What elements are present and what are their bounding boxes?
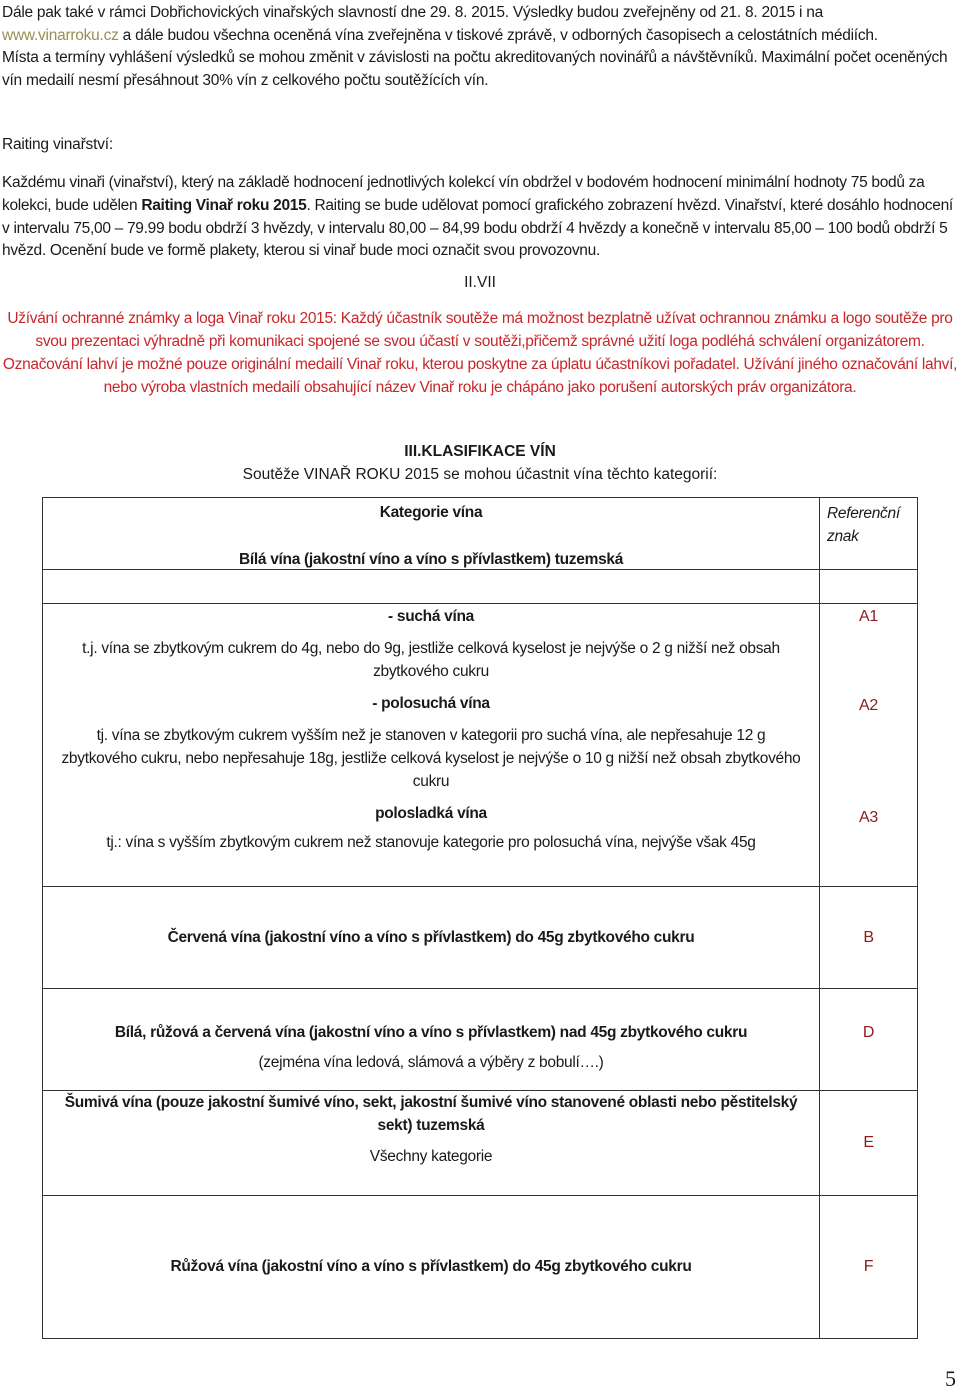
red-wines-cell <box>43 887 820 989</box>
wine-category-table <box>42 497 918 1339</box>
rating-heading: Raiting vinařství: <box>2 136 113 153</box>
white-wines-cell <box>43 604 820 887</box>
sparkling-wines-cell <box>43 1091 820 1196</box>
trademark-notice: Užívání ochranné známky a loga Vinař roku 2015: Každý účastník soutěže má možnost bezplatně užívat ochrannou známku a logo soutěže pro svou prezentaci výhradně při komunikaci spojené se svou účastí v soutěži,přičemž správné užití loga podléhá schválení organizátorem. Označování lahví je možné pouze originální medailí Vinař roku, kterou poskytne za úplatu účastníkovi pořadatel. Užívání jiného označování lahví, nebo výroba vlastních medailí obsahující název Vinař roku je chápáno jako porušení autorských práv organizátora. <box>2 310 958 396</box>
header-ref-cell <box>820 498 918 570</box>
table-row <box>43 887 918 989</box>
rating-text-a: Každému vinaři (vinařství), který na základě hodnocení jednotlivých kolekcí vín obdržel v bodovém hodnocení minimální hodnoty 75 bodů za kolekci, bude udělen <box>2 174 925 214</box>
code-a1: A1 <box>859 608 878 625</box>
dry-wines-desc: t.j. vína se zbytkovým cukrem do 4g, nebo do 9g, jestliže celková kyselost je nejvýše o 2 g nižší než obsah zbytkového cukru <box>82 640 780 680</box>
rose-wines-cell <box>43 1196 820 1339</box>
sweet-wines-note: (zejména vína ledová, slámová a výběry z bobulí….) <box>258 1054 604 1071</box>
sparkling-wines-name: Šumivá vína (pouze jakostní šumivé víno, sekt, jakostní šumivé víno stanovené oblasti nebo pěstitelský sekt) tuzemská <box>64 1094 798 1134</box>
rating-paragraph <box>2 172 957 263</box>
rating-text-b: . Raiting se bude udělovat pomocí grafického zobrazení hvězd. Vinařství, které dosáhlo hodnocení v intervalu 75,00 – 79.99 bodu obdrží 3 hvězdy, v intervalu 80,00 – 84,99 bodu obdrží 4 hvězdy a konečně v intervalu 85,00 – 100 bodů obdrží 5 hvězd. Ocenění bude ve formě plakety, kterou si vinař bude moci označit svou provozovnu. <box>2 196 953 260</box>
table-row <box>43 989 918 1091</box>
website-link[interactable]: www.vinarroku.cz <box>2 26 119 44</box>
red-wines-name: Červená vína (jakostní víno a víno s přívlastkem) do 45g zbytkového cukru <box>167 928 695 946</box>
code-a2: A2 <box>859 697 878 714</box>
header-category: Kategorie vína <box>379 504 483 521</box>
table-header-row <box>43 498 918 570</box>
code-e: E <box>863 1134 874 1151</box>
page-number: 5 <box>945 1366 956 1391</box>
code-f: F <box>863 1258 874 1275</box>
dry-wines-name: - suchá vína <box>388 608 474 625</box>
header-ref-label: Referenční znak <box>827 505 900 545</box>
semidry-wines-desc: tj. vína se zbytkovým cukrem vyšším než je stanoven v kategorii pro suchá vína, ale nepřesahuje 12 g zbytkového cukru, nebo nepřesahuje 18g, jestliže celková kyselost je nejvýše o 10 g nižší než obsah zbytkového cukru <box>61 727 801 790</box>
semisweet-wines-desc: tj.: vína s vyšším zbytkovým cukrem než stanovuje kategorie pro polosuchá vína, nejvýše však 45g <box>106 834 756 851</box>
sweet-wines-cell <box>43 989 820 1091</box>
sparkling-code-cell <box>820 1091 918 1196</box>
rose-wines-name: Růžová vína (jakostní víno a víno s přívlastkem) do 45g zbytkového cukru <box>170 1258 692 1275</box>
semisweet-wines-name: polosladká vína <box>375 805 487 822</box>
classification-subtitle: Soutěže VINAŘ ROKU 2015 se mohou účastnit vína těchto kategorií: <box>242 466 718 483</box>
sweet-code-cell <box>820 989 918 1091</box>
spacer-cell <box>43 570 820 604</box>
code-b: B <box>863 928 874 946</box>
code-d: D <box>862 1024 875 1041</box>
classification-title: III.KLASIFIKACE VÍN <box>404 443 556 460</box>
table-row <box>43 1196 918 1339</box>
table-row <box>43 570 918 604</box>
rose-code-cell <box>820 1196 918 1339</box>
intro-text-2: a dále budou všechna oceněná vína zveřejněna v tiskové zprávě, v odborných časopisech a celostátních médiích. <box>118 26 878 44</box>
semidry-wines-name: - polosuchá vína <box>372 695 490 712</box>
rating-title: Raiting Vinař roku 2015 <box>141 196 307 214</box>
table-row <box>43 604 918 887</box>
sweet-wines-name: Bílá, růžová a červená vína (jakostní víno a víno s přívlastkem) nad 45g zbytkového cukru <box>114 1024 748 1041</box>
table-row <box>43 1091 918 1196</box>
intro-paragraph <box>2 2 952 92</box>
intro-text-3: Místa a termíny vyhlášení výsledků se mohou změnit v závislosti na počtu akreditovaných novinářů a návštěvníků. Maximální počet oceněných vín medailí nesmí přesáhnout 30% vín z celkového počtu soutěžících vín. <box>2 49 948 89</box>
white-codes-cell <box>820 604 918 887</box>
chapter-label: II.VII <box>464 274 496 291</box>
code-a3: A3 <box>859 809 878 826</box>
intro-text-1: Dále pak také v rámci Dobřichovických vinařských slavností dne 29. 8. 2015. Výsledky budou zveřejněny od 21. 8. 2015 i na <box>2 4 823 21</box>
header-category-cell <box>43 498 820 570</box>
spacer-cell <box>820 570 918 604</box>
red-code-cell <box>820 887 918 989</box>
sparkling-wines-note: Všechny kategorie <box>369 1148 493 1165</box>
header-white-group: Bílá vína (jakostní víno a víno s přívlastkem) tuzemská <box>238 551 624 568</box>
